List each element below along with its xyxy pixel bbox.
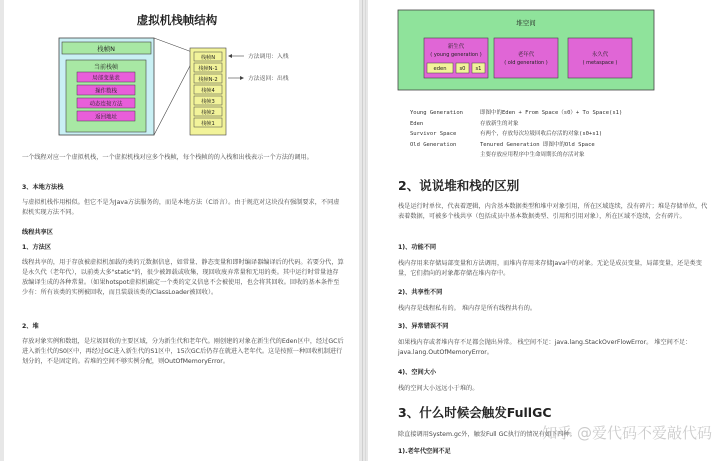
heap-title: 堆空间	[516, 19, 536, 27]
page-divider	[362, 0, 363, 461]
jvm-stack-frame-diagram	[4, 0, 359, 150]
current-frame-label: 当前栈帧	[93, 64, 119, 71]
heading-fullgc: 3、什么时候会触发FullGC	[398, 405, 552, 420]
term-value: 有两个，存放每次垃圾回收后存活的对象(s0+s1)	[480, 131, 603, 137]
stack-slot-label: 栈帧2	[201, 110, 215, 116]
pop-arrow-head	[240, 76, 244, 80]
paragraph: 线程共享的，用于存放被虚拟机加载的类的元数据信息，如常量、静态变量和即时编译器编译后的代码。若要分代，算是永久代（老年代），以前类大多"static"的，很少被卸载或收集，现回收废弃常量和无用的类。其中运行时常量池存放编译生成的各种常量。（如果hotspot虚拟机确定一个类的定义信息不会被使用，也会将其回收。回收的基本条件至少有：所有该类的实例被回收，而且装载该类的ClassLoader被回收）。	[22, 259, 344, 296]
heading-method-area: 1、方法区	[22, 244, 52, 251]
stack-slot-label: 栈帧3	[201, 99, 215, 105]
paragraph: 栈内存用来存储局部变量和方法调用，而堆内存用来存储Java中的对象。无论是成员变量，局部变量，还是类变量，它们指向的对象都存储在堆内存中。	[398, 260, 702, 277]
connector-line	[154, 38, 192, 52]
stack-slot-label: 栈帧1	[201, 121, 215, 127]
s0-label: s0	[459, 66, 466, 72]
eden-label: eden	[433, 66, 447, 72]
term-value: Tenured Generation 即图中的Old Space	[480, 141, 595, 148]
term-value: 即图中的Eden + From Space（s0）+ To Space(s1)	[480, 110, 623, 116]
heading-space-size: 4)、空间大小	[398, 369, 437, 376]
paragraph: 存放对象实例和数组，是垃圾回收的主要区域，分为新生代和老年代。刚创建的对象在新生代的Eden区中，经过GC后进入新生代的S0区中，再经过GC进入新生代的S1区中，15次GC后仍存在就进入老年代。这是按照一种回收机制进行划分的，不是固定的。若堆的空间不够实例分配，则OutOfMemoryError。	[22, 338, 344, 365]
heap-term-row	[410, 119, 710, 130]
heap-term-row	[410, 129, 710, 140]
heading-heap: 2、堆	[22, 323, 39, 330]
old-generation-sub: ( old generation )	[504, 60, 548, 66]
operand-stack-label: 操作数栈	[94, 88, 118, 95]
paragraph: 与虚拟机栈作用相似。但它不是为Java方法服务的，而是本地方法（C语言）。由于规范对这块没有强制要求，不同虚拟机实现方法不同。	[22, 199, 340, 216]
old-generation-box	[494, 38, 558, 78]
term-key: Old Generation	[410, 141, 457, 148]
paragraph: 栈是运行时单位，代表着逻辑，内含基本数据类型和堆中对象引用，所在区域连续，没有碎片；堆是存储单位，代表着数据，可被多个栈共享（包括成员中基本数据类型、引用和引用对象），所在区域不连续，会有碎片。	[398, 203, 708, 220]
old-generation-title: 老年代	[517, 52, 535, 58]
stack-slot-label: 栈帧N-1	[198, 66, 218, 72]
paragraph: 如果栈内存或者堆内存不足都会抛出异常。 栈空间不足：java.lang.StackOverFlowError。 堆空间不足：java.lang.OutOfMemoryError。	[398, 339, 692, 356]
heap-term-row	[410, 140, 710, 151]
stack-slot-label: 栈帧4	[201, 88, 215, 94]
return-address-label: 返回地址	[94, 114, 118, 121]
stack-slot-label: 栈帧N	[200, 55, 216, 61]
paragraph: 栈内存是线程私有的。 堆内存是所有线程共有的。	[398, 305, 537, 312]
perm-generation-title: 永久代	[591, 52, 609, 58]
heading-heap-vs-stack: 2、说说堆和栈的区别	[398, 178, 520, 193]
paragraph: 栈的空间大小远远小于堆的。	[398, 385, 479, 392]
perm-generation-sub: ( metaspace )	[582, 60, 618, 66]
term-key: Survivor Space	[410, 131, 457, 137]
paragraph: 一个线程对应一个虚拟机栈，一个虚拟机栈对应多个栈帧，每个栈帧的的入栈和出栈表示一个方法的调用。	[22, 154, 313, 161]
zhihu-watermark: 知乎 @爱代码不爱敲代码	[542, 424, 712, 442]
heap-space-diagram	[368, 0, 720, 100]
young-generation-title: 新生代	[447, 44, 465, 50]
paragraph: 除直接调用System.gc外，触发Full GC执行的情况有如下四种。	[398, 431, 576, 438]
term-key: Young Generation	[410, 110, 463, 116]
s1-label: s1	[475, 66, 482, 72]
left-page	[4, 0, 359, 461]
method-call-label: 方法调用：入栈	[248, 54, 289, 60]
heading-native-method-stack: 3、本地方法栈	[22, 184, 64, 191]
right-page	[368, 0, 720, 461]
heap-term-row	[410, 150, 710, 161]
heading-exception-diff: 3)、异常错误不同	[398, 323, 449, 330]
term-value: 主要存放应用程序中生命周期长的存活对象	[480, 152, 585, 158]
heap-terms-table	[410, 108, 710, 161]
heading-old-gen-insufficient: 1).老年代空间不足	[398, 448, 451, 455]
perm-generation-box	[568, 38, 632, 78]
heap-term-row	[410, 108, 710, 119]
page-divider	[365, 0, 366, 461]
method-return-label: 方法返回：出栈	[248, 76, 289, 82]
diagram-title: 虚拟机栈帧结构	[136, 13, 218, 27]
heading-function-diff: 1)、功能不同	[398, 244, 437, 251]
heading-sharing-diff: 2)、共享性不同	[398, 289, 443, 296]
dynamic-linking-label: 动态连接方法	[89, 101, 123, 108]
frame-n-label: 栈帧N	[97, 45, 115, 53]
connector-line	[154, 62, 192, 135]
term-key: Eden	[410, 120, 424, 127]
stack-slot-label: 栈帧N-2	[198, 77, 218, 83]
local-variable-table-label: 局部变量表	[92, 75, 120, 82]
heading-thread-shared: 线程共享区	[22, 229, 53, 236]
young-generation-sub: ( young generation )	[430, 52, 482, 58]
term-value: 存放新生的对象	[480, 120, 519, 127]
push-arrow-head	[228, 54, 232, 58]
